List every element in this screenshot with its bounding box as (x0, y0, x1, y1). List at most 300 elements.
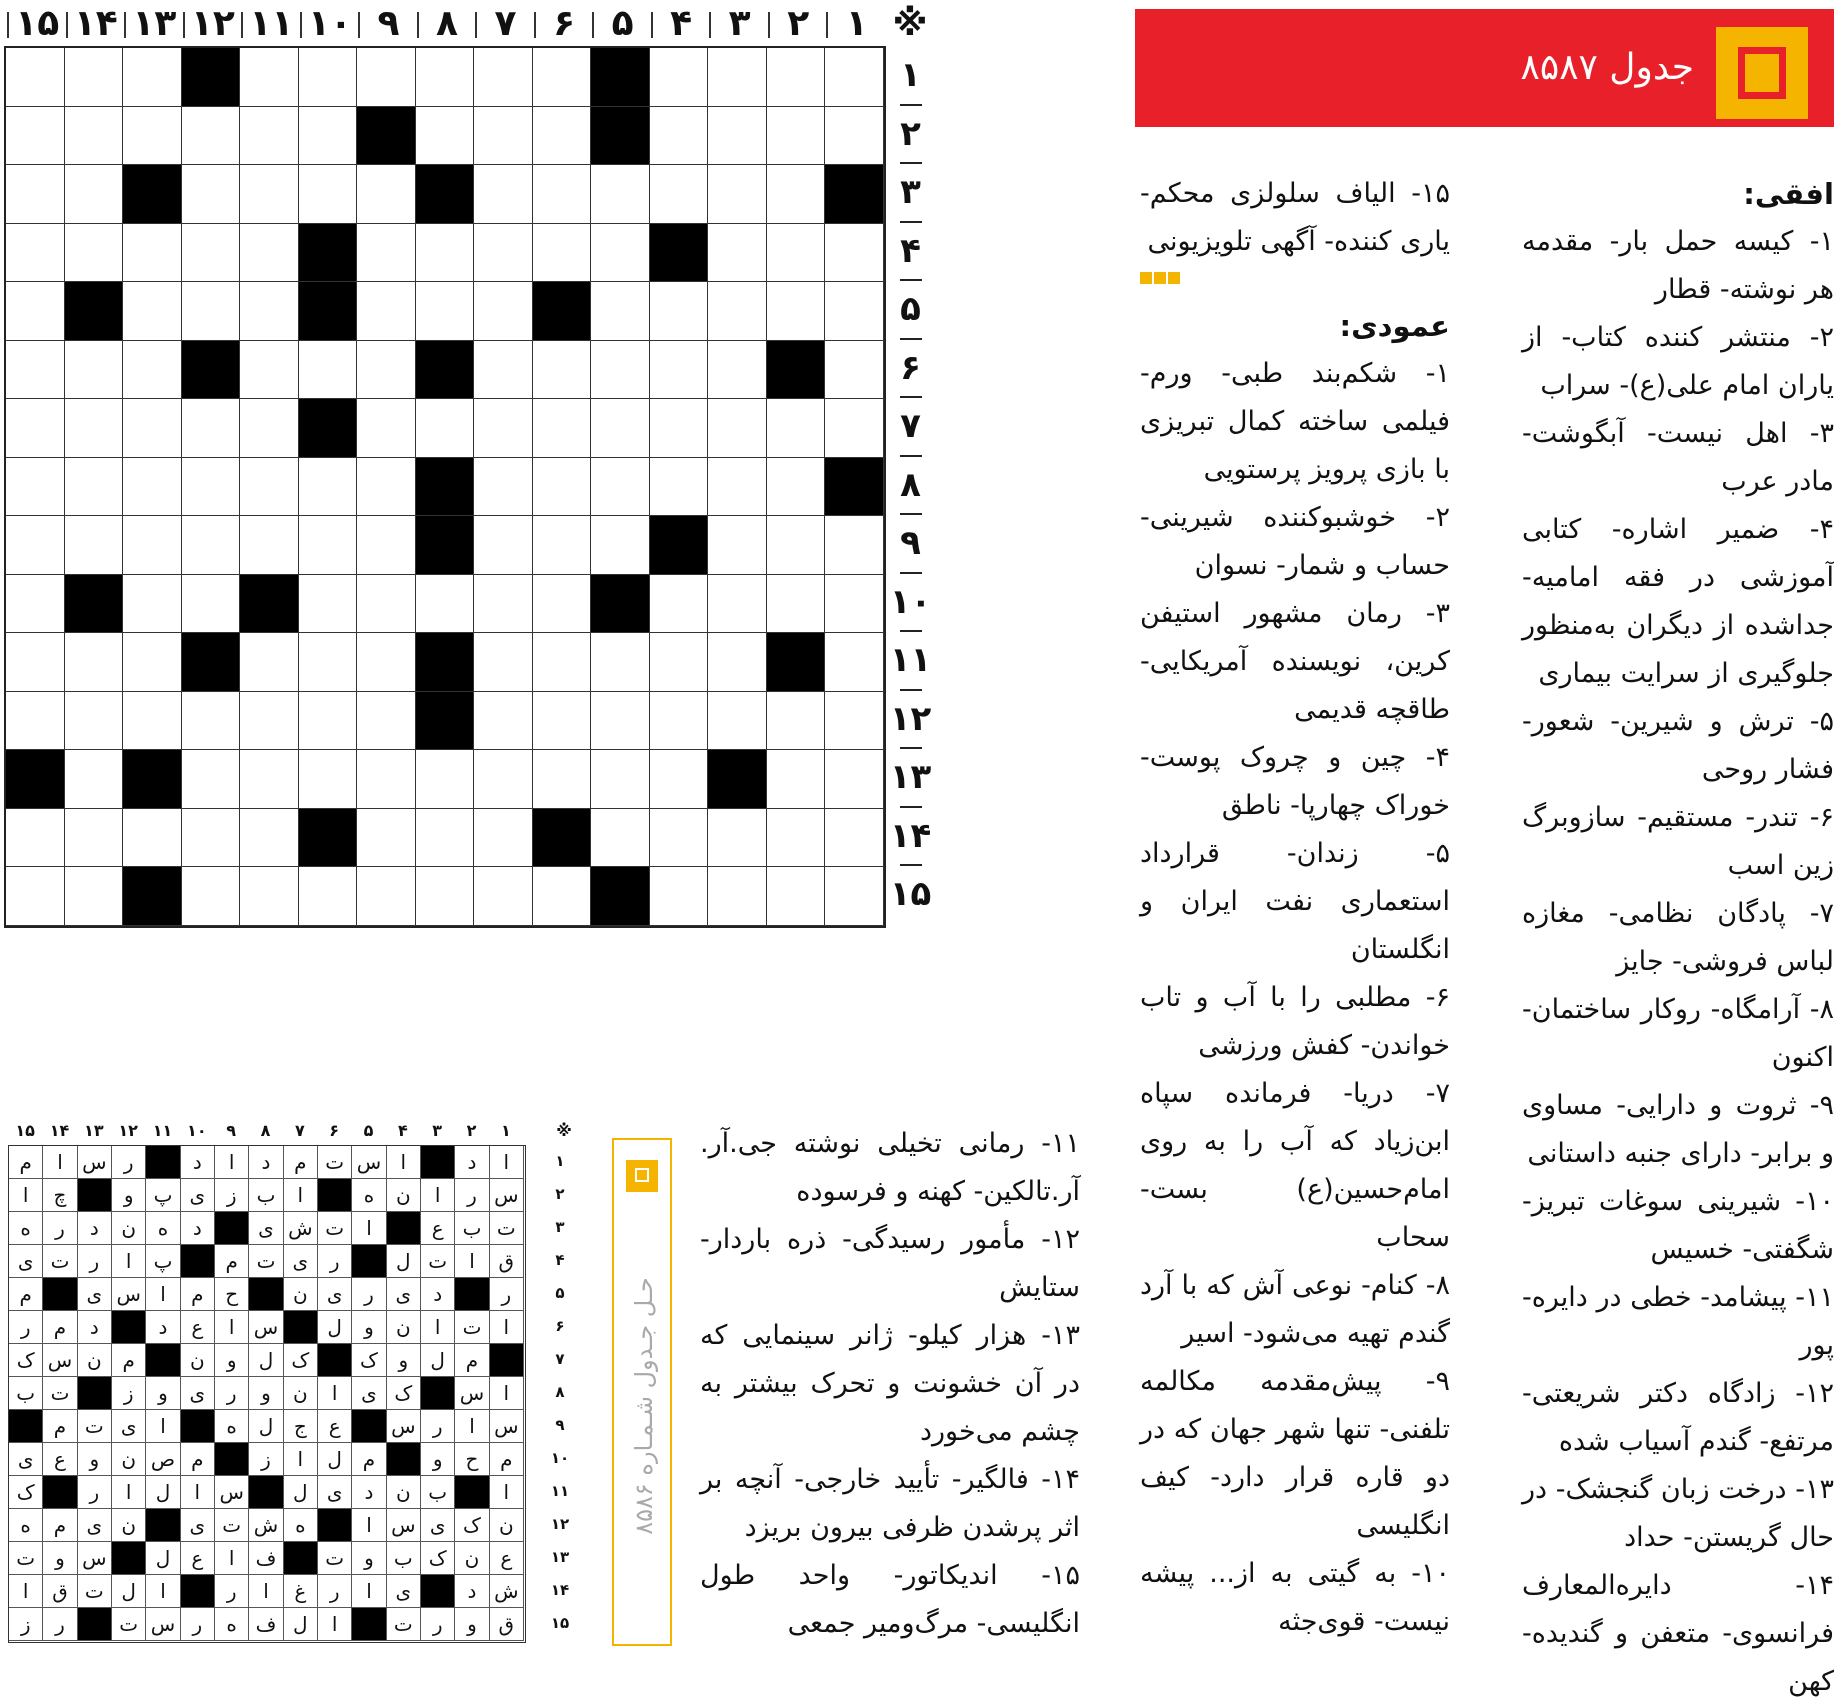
grid-cell[interactable] (474, 458, 533, 517)
solution-cell: م (215, 1245, 249, 1278)
grid-cell[interactable] (474, 48, 533, 107)
grid-cell[interactable] (240, 809, 299, 868)
grid-cell[interactable] (65, 750, 124, 809)
solution-cell: ت (318, 1212, 352, 1245)
grid-cell[interactable] (825, 399, 884, 458)
grid-cell[interactable] (65, 48, 124, 107)
solution-cell: ا (490, 1377, 524, 1410)
grid-cell[interactable] (708, 48, 767, 107)
solution-cell: د (249, 1146, 283, 1179)
grid-cell[interactable] (240, 750, 299, 809)
grid-cell[interactable] (123, 575, 182, 634)
solution-cell: غ (284, 1575, 318, 1608)
grid-cell[interactable] (240, 165, 299, 224)
grid-cell[interactable] (767, 224, 826, 283)
grid-cell[interactable] (357, 867, 416, 926)
horizontal-clue: ۵- ترش و شیرین- شعور- فشار روحی (1522, 706, 1834, 785)
solution-cell: س (387, 1410, 421, 1443)
grid-cell[interactable] (123, 282, 182, 341)
grid-cell[interactable] (533, 692, 592, 751)
grid-cell[interactable] (650, 633, 709, 692)
grid-cell[interactable] (6, 575, 65, 634)
grid-cell[interactable] (650, 48, 709, 107)
grid-cell[interactable] (6, 458, 65, 517)
grid-cell[interactable] (416, 48, 475, 107)
grid-cell[interactable] (708, 692, 767, 751)
solution-cell: ا (9, 1179, 43, 1212)
solution-cell: س (146, 1608, 180, 1641)
grid-cell[interactable] (416, 224, 475, 283)
solution-cell: ل (387, 1245, 421, 1278)
grid-cell[interactable] (708, 516, 767, 575)
grid-cell[interactable] (65, 107, 124, 166)
solution-cell: ن (455, 1542, 489, 1575)
column-number: ۱۲ (190, 3, 235, 44)
horizontal-clues-column (1522, 170, 1834, 1706)
solution-black-cell (215, 1443, 249, 1476)
grid-cell[interactable] (650, 458, 709, 517)
grid-cell[interactable] (182, 399, 241, 458)
grid-cell[interactable] (650, 107, 709, 166)
grid-cell[interactable] (474, 165, 533, 224)
grid-cell[interactable] (533, 224, 592, 283)
solution-cell: ه (9, 1509, 43, 1542)
grid-cell[interactable] (767, 575, 826, 634)
column-number: ۹ (377, 3, 400, 44)
grid-cell[interactable] (767, 107, 826, 166)
grid-cell[interactable] (299, 107, 358, 166)
grid-cell[interactable] (825, 809, 884, 868)
grid-cell[interactable] (299, 341, 358, 400)
grid-cell[interactable] (416, 867, 475, 926)
grid-cell[interactable] (591, 750, 650, 809)
grid-cell[interactable] (825, 516, 884, 575)
grid-cell[interactable] (650, 867, 709, 926)
solution-cell: ی (387, 1575, 421, 1608)
solution-cell: ت (43, 1377, 77, 1410)
grid-cell[interactable] (650, 750, 709, 809)
black-cell (299, 282, 358, 341)
grid-cell[interactable] (474, 750, 533, 809)
grid-cell[interactable] (474, 107, 533, 166)
grid-cell[interactable] (65, 165, 124, 224)
solution-black-cell (318, 1179, 352, 1212)
grid-cell[interactable] (240, 399, 299, 458)
grid-cell[interactable] (6, 165, 65, 224)
grid-cell[interactable] (182, 224, 241, 283)
grid-cell[interactable] (182, 750, 241, 809)
solution-cell: م (112, 1344, 146, 1377)
grid-cell[interactable] (65, 399, 124, 458)
grid-cell[interactable] (533, 867, 592, 926)
solution-column-number: ۳ (432, 1121, 443, 1140)
grid-cell[interactable] (416, 575, 475, 634)
grid-cell[interactable] (591, 399, 650, 458)
horizontal-heading: افقی: (1743, 177, 1834, 211)
row-number: ۳ (900, 172, 921, 213)
vertical-clue: ۱۰- به گیتی به از... پیشه نیست- قوی‌جثه (1140, 1558, 1450, 1637)
grid-cell[interactable] (123, 341, 182, 400)
grid-cell[interactable] (182, 282, 241, 341)
grid-cell[interactable] (708, 165, 767, 224)
crossword-grid[interactable] (4, 46, 886, 928)
grid-cell[interactable] (650, 399, 709, 458)
grid-cell[interactable] (182, 575, 241, 634)
grid-cell[interactable] (416, 107, 475, 166)
solution-black-cell (318, 1344, 352, 1377)
grid-cell[interactable] (825, 224, 884, 283)
grid-cell[interactable] (825, 575, 884, 634)
grid-cell[interactable] (767, 458, 826, 517)
solution-cell: ع (181, 1311, 215, 1344)
grid-cell[interactable] (6, 809, 65, 868)
solution-cell: ا (284, 1179, 318, 1212)
grid-cell[interactable] (299, 458, 358, 517)
solution-cell: س (490, 1179, 524, 1212)
grid-cell[interactable] (474, 282, 533, 341)
grid-cell[interactable] (6, 633, 65, 692)
grid-cell[interactable] (65, 341, 124, 400)
grid-cell[interactable] (357, 692, 416, 751)
grid-cell[interactable] (240, 692, 299, 751)
solution-cell: ر (215, 1575, 249, 1608)
grid-cell[interactable] (299, 48, 358, 107)
grid-cell[interactable] (591, 224, 650, 283)
grid-cell[interactable] (6, 516, 65, 575)
clues-middle-column (1140, 170, 1450, 1646)
grid-cell[interactable] (533, 341, 592, 400)
grid-cell[interactable] (591, 341, 650, 400)
solution-cell: س (455, 1377, 489, 1410)
grid-cell[interactable] (123, 107, 182, 166)
grid-cell[interactable] (474, 692, 533, 751)
solution-cell: ت (78, 1575, 112, 1608)
grid-cell[interactable] (825, 867, 884, 926)
solution-cell: ع (490, 1542, 524, 1575)
grid-cell[interactable] (767, 750, 826, 809)
grid-cell[interactable] (533, 399, 592, 458)
grid-cell[interactable] (6, 107, 65, 166)
grid-cell[interactable] (357, 809, 416, 868)
solution-black-cell (387, 1443, 421, 1476)
grid-cell[interactable] (708, 575, 767, 634)
grid-cell[interactable] (123, 458, 182, 517)
grid-cell[interactable] (708, 341, 767, 400)
solution-cell: ن (78, 1344, 112, 1377)
grid-cell[interactable] (825, 48, 884, 107)
grid-cell[interactable] (825, 282, 884, 341)
grid-cell[interactable] (357, 750, 416, 809)
grid-cell[interactable] (123, 224, 182, 283)
solution-cell: ک (421, 1542, 455, 1575)
grid-cell[interactable] (6, 399, 65, 458)
black-cell (123, 750, 182, 809)
grid-cell[interactable] (123, 809, 182, 868)
grid-cell[interactable] (533, 633, 592, 692)
grid-cell[interactable] (299, 867, 358, 926)
solution-column-header (8, 1120, 578, 1142)
grid-cell[interactable] (533, 48, 592, 107)
solution-cell: ل (146, 1476, 180, 1509)
grid-cell[interactable] (240, 48, 299, 107)
grid-cell[interactable] (299, 633, 358, 692)
grid-cell[interactable] (123, 48, 182, 107)
solution-cell: ی (249, 1212, 283, 1245)
grid-cell[interactable] (123, 692, 182, 751)
grid-cell[interactable] (591, 282, 650, 341)
grid-cell[interactable] (123, 399, 182, 458)
grid-cell[interactable] (767, 692, 826, 751)
solution-cell: ن (490, 1509, 524, 1542)
grid-cell[interactable] (182, 692, 241, 751)
grid-cell[interactable] (474, 867, 533, 926)
solution-cell: ا (249, 1575, 283, 1608)
grid-cell[interactable] (825, 692, 884, 751)
column-number: ۱۵ (15, 3, 60, 44)
grid-cell[interactable] (767, 867, 826, 926)
solution-cell: ل (249, 1410, 283, 1443)
grid-cell[interactable] (182, 809, 241, 868)
grid-cell[interactable] (708, 224, 767, 283)
solution-cell: ر (78, 1245, 112, 1278)
solution-cell: ه (352, 1179, 386, 1212)
solution-cell: پ (146, 1245, 180, 1278)
title-banner (1135, 9, 1834, 127)
grid-cell[interactable] (240, 341, 299, 400)
solution-column-number: ۸ (260, 1121, 271, 1140)
grid-cell[interactable] (650, 575, 709, 634)
vertical-clues-continued (700, 1120, 1080, 1648)
grid-cell[interactable] (299, 750, 358, 809)
grid-cell[interactable] (650, 341, 709, 400)
grid-cell[interactable] (357, 399, 416, 458)
solution-cell: ا (490, 1146, 524, 1179)
solution-cell: س (215, 1476, 249, 1509)
grid-cell[interactable] (65, 516, 124, 575)
column-number: ۱ (845, 3, 868, 44)
grid-cell[interactable] (299, 692, 358, 751)
grid-cell[interactable] (65, 633, 124, 692)
grid-cell[interactable] (708, 809, 767, 868)
solution-cell: د (181, 1146, 215, 1179)
row-number: ۱ (900, 55, 921, 95)
solution-cell: س (387, 1509, 421, 1542)
solution-cell: و (43, 1542, 77, 1575)
vertical-clue: ۹- پیش‌مقدمه مکالمه تلفنی- تنها شهر جهان که در دو قاره قرار دارد- کیف انگلیسی (1140, 1366, 1450, 1541)
grid-cell[interactable] (767, 282, 826, 341)
grid-cell[interactable] (650, 165, 709, 224)
solution-cell: ز (215, 1179, 249, 1212)
grid-cell[interactable] (416, 399, 475, 458)
grid-cell[interactable] (825, 633, 884, 692)
grid-cell[interactable] (416, 809, 475, 868)
grid-cell[interactable] (767, 399, 826, 458)
grid-cell[interactable] (591, 633, 650, 692)
grid-cell[interactable] (474, 224, 533, 283)
grid-cell[interactable] (767, 48, 826, 107)
grid-cell[interactable] (474, 399, 533, 458)
grid-cell[interactable] (825, 341, 884, 400)
grid-cell[interactable] (533, 575, 592, 634)
grid-cell[interactable] (6, 282, 65, 341)
grid-cell[interactable] (357, 516, 416, 575)
grid-cell[interactable] (708, 107, 767, 166)
grid-cell[interactable] (591, 165, 650, 224)
grid-cell[interactable] (650, 282, 709, 341)
solution-cell: ر (352, 1278, 386, 1311)
grid-cell[interactable] (474, 341, 533, 400)
vertical-clue: ۴- چین و چروک پوست- خوراک چهارپا- ناطق (1140, 742, 1450, 821)
grid-cell[interactable] (357, 165, 416, 224)
solution-cell: س (490, 1410, 524, 1443)
grid-cell[interactable] (6, 48, 65, 107)
grid-cell[interactable] (123, 516, 182, 575)
grid-cell[interactable] (240, 282, 299, 341)
black-cell (416, 165, 475, 224)
grid-cell[interactable] (708, 867, 767, 926)
black-cell (591, 575, 650, 634)
grid-cell[interactable] (767, 165, 826, 224)
grid-cell[interactable] (182, 165, 241, 224)
grid-cell[interactable] (65, 809, 124, 868)
grid-cell[interactable] (240, 224, 299, 283)
solution-cell: ه (284, 1509, 318, 1542)
grid-cell[interactable] (357, 458, 416, 517)
grid-cell[interactable] (357, 48, 416, 107)
grid-cell[interactable] (708, 458, 767, 517)
grid-cell[interactable] (240, 633, 299, 692)
solution-black-cell (352, 1608, 386, 1641)
grid-cell[interactable] (182, 107, 241, 166)
column-number: ۴ (670, 3, 693, 44)
grid-cell[interactable] (65, 458, 124, 517)
grid-cell[interactable] (416, 282, 475, 341)
grid-cell[interactable] (299, 165, 358, 224)
grid-cell[interactable] (708, 399, 767, 458)
horizontal-clue: ۱۰- شیرینی سوغات تبریز- شگفتی- خسیس (1522, 1186, 1834, 1265)
solution-cell: و (146, 1377, 180, 1410)
grid-cell[interactable] (533, 516, 592, 575)
grid-cell[interactable] (474, 633, 533, 692)
grid-cell[interactable] (825, 750, 884, 809)
solution-row-number: ۵ (555, 1284, 565, 1302)
grid-cell[interactable] (708, 633, 767, 692)
grid-cell[interactable] (357, 633, 416, 692)
grid-cell[interactable] (182, 458, 241, 517)
solution-cell: ر (318, 1575, 352, 1608)
vertical-heading: عمودی: (1339, 309, 1450, 343)
grid-cell[interactable] (182, 516, 241, 575)
solution-black-cell (387, 1212, 421, 1245)
grid-cell[interactable] (6, 692, 65, 751)
grid-cell[interactable] (6, 341, 65, 400)
grid-cell[interactable] (650, 809, 709, 868)
solution-black-cell (455, 1476, 489, 1509)
solution-cell: ا (387, 1146, 421, 1179)
horizontal-clue: ۳- اهل نیست- آبگوشت- مادر عرب (1522, 418, 1834, 497)
solution-cell: د (352, 1476, 386, 1509)
solution-cell: ه (146, 1212, 180, 1245)
grid-cell[interactable] (474, 809, 533, 868)
solution-black-cell (249, 1476, 283, 1509)
grid-cell[interactable] (416, 750, 475, 809)
grid-cell[interactable] (767, 809, 826, 868)
grid-cell[interactable] (65, 224, 124, 283)
grid-cell[interactable] (182, 867, 241, 926)
grid-cell[interactable] (240, 516, 299, 575)
grid-cell[interactable] (6, 224, 65, 283)
grid-cell[interactable] (65, 867, 124, 926)
grid-cell[interactable] (591, 458, 650, 517)
solution-cell: ع (318, 1410, 352, 1443)
solution-cell: ت (318, 1146, 352, 1179)
solution-cell: ن (112, 1509, 146, 1542)
grid-cell[interactable] (708, 282, 767, 341)
grid-cell[interactable] (591, 809, 650, 868)
grid-cell[interactable] (533, 107, 592, 166)
solution-column-number: ۱۴ (49, 1121, 70, 1140)
grid-cell[interactable] (357, 282, 416, 341)
grid-cell[interactable] (240, 867, 299, 926)
solution-row-number: ۸ (555, 1383, 565, 1401)
solution-cell: ا (9, 1575, 43, 1608)
grid-cell[interactable] (123, 633, 182, 692)
grid-cell[interactable] (767, 516, 826, 575)
solution-cell: ا (112, 1245, 146, 1278)
grid-cell[interactable] (6, 867, 65, 926)
grid-cell[interactable] (533, 750, 592, 809)
grid-cell[interactable] (650, 692, 709, 751)
solution-black-cell (181, 1245, 215, 1278)
solution-black-cell (146, 1344, 180, 1377)
grid-cell[interactable] (591, 516, 650, 575)
grid-cell[interactable] (474, 516, 533, 575)
grid-cell[interactable] (65, 692, 124, 751)
solution-column-number: ۱۱ (152, 1121, 173, 1140)
solution-cell: ا (352, 1575, 386, 1608)
black-cell (591, 48, 650, 107)
grid-cell[interactable] (299, 575, 358, 634)
grid-cell[interactable] (240, 107, 299, 166)
solution-row-number: ۹ (555, 1416, 565, 1434)
grid-cell[interactable] (240, 458, 299, 517)
black-cell (416, 458, 475, 517)
column-number: ۵ (611, 3, 634, 44)
vertical-clue: ۷- دریا- فرمانده سپاه ابن‌زیاد که آب را به روی امام‌حسین(ع) بست- سحاب (1140, 1078, 1450, 1253)
grid-cell[interactable] (591, 692, 650, 751)
solution-row-number: ۴ (555, 1251, 565, 1269)
grid-cell[interactable] (533, 165, 592, 224)
black-cell (591, 107, 650, 166)
solution-cell: ف (249, 1542, 283, 1575)
grid-cell[interactable] (357, 224, 416, 283)
solution-cell: ر (421, 1410, 455, 1443)
solution-cell: س (43, 1344, 77, 1377)
arrow-icon (1716, 27, 1808, 119)
grid-cell[interactable] (357, 575, 416, 634)
solution-cell: د (181, 1212, 215, 1245)
grid-cell[interactable] (825, 107, 884, 166)
grid-cell[interactable] (474, 575, 533, 634)
solution-cell: ع (181, 1542, 215, 1575)
solution-row-number: ۱۵ (550, 1614, 570, 1632)
grid-cell[interactable] (299, 516, 358, 575)
solution-cell: ا (421, 1179, 455, 1212)
solution-cell: ی (352, 1377, 386, 1410)
grid-cell[interactable] (533, 458, 592, 517)
solution-cell: ه (215, 1410, 249, 1443)
grid-cell[interactable] (357, 341, 416, 400)
